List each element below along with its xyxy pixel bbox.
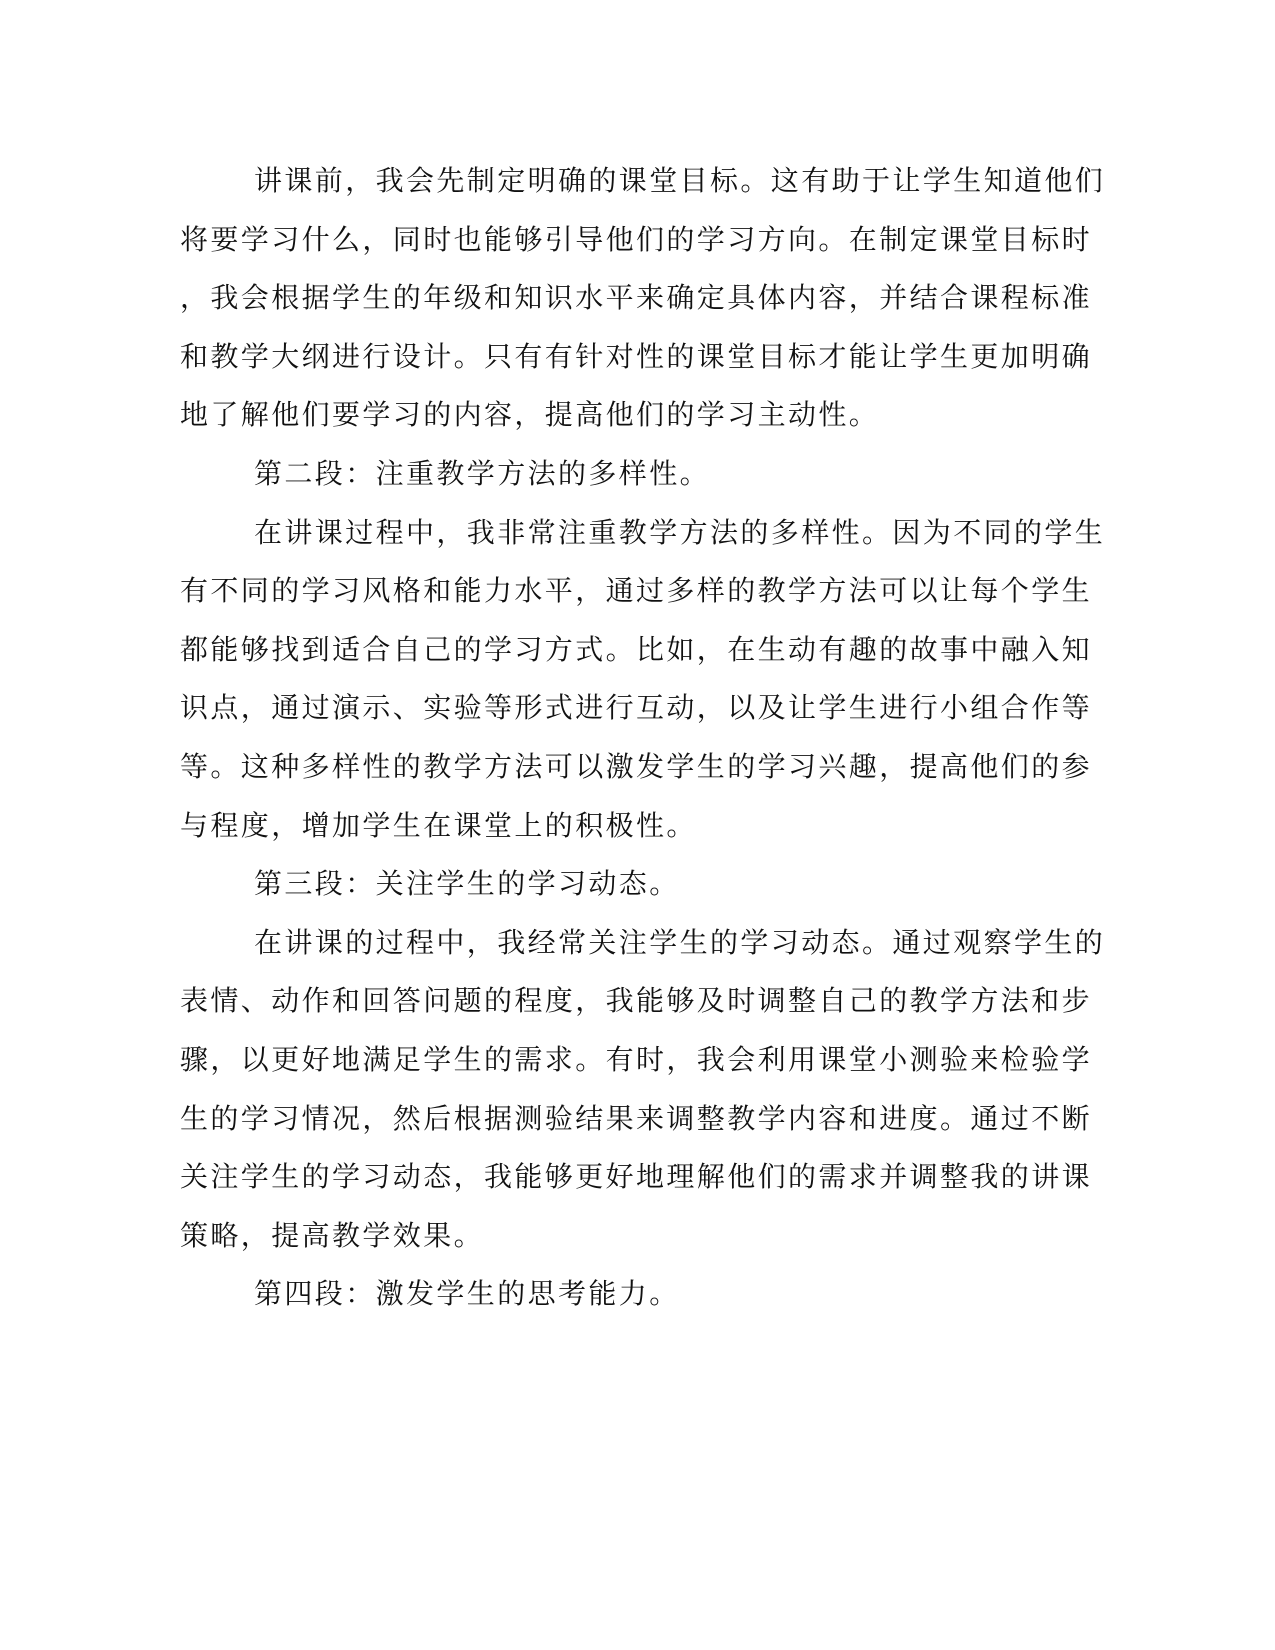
paragraph-line: 与程度，增加学生在课堂上的积极性。 — [180, 808, 697, 842]
paragraph-line: 讲课前，我会先制定明确的课堂目标。这有助于让学生知道他们 — [254, 164, 1106, 197]
paragraph-line: 识点，通过演示、实验等形式进行互动，以及让学生进行小组合作等 — [180, 691, 1093, 725]
paragraph-line: ，我会根据学生的年级和知识水平来确定具体内容，并结合课程标准 — [180, 281, 1093, 315]
paragraph-line: 等。这种多样性的教学方法可以激发学生的学习兴趣，提高他们的参 — [180, 749, 1093, 783]
paragraph-line: 都能够找到适合自己的学习方式。比如，在生动有趣的故事中融入知 — [180, 632, 1093, 666]
section-heading: 第二段：注重教学方法的多样性。 — [254, 456, 711, 490]
paragraph-line: 有不同的学习风格和能力水平，通过多样的教学方法可以让每个学生 — [180, 574, 1093, 608]
paragraph-line: 生的学习情况，然后根据测验结果来调整教学内容和进度。通过不断 — [180, 1101, 1093, 1135]
section-heading: 第四段：激发学生的思考能力。 — [254, 1277, 680, 1311]
paragraph-line: 将要学习什么，同时也能够引导他们的学习方向。在制定课堂目标时 — [180, 222, 1093, 256]
paragraph-line: 在讲课过程中，我非常注重教学方法的多样性。因为不同的学生 — [254, 515, 1106, 549]
paragraph-line: 策略，提高教学效果。 — [180, 1218, 485, 1252]
paragraph-line: 表情、动作和回答问题的程度，我能够及时调整自己的教学方法和步 — [180, 984, 1093, 1018]
paragraph-line: 地了解他们要学习的内容，提高他们的学习主动性。 — [180, 398, 880, 432]
paragraph-line: 在讲课的过程中，我经常关注学生的学习动态。通过观察学生的 — [254, 925, 1106, 959]
paragraph-line: 骤，以更好地满足学生的需求。有时，我会利用课堂小测验来检验学 — [180, 1042, 1093, 1076]
paragraph-line: 和教学大纲进行设计。只有有针对性的课堂目标才能让学生更加明确 — [180, 339, 1093, 373]
section-heading: 第三段：关注学生的学习动态。 — [254, 867, 680, 901]
paragraph-line: 关注学生的学习动态，我能够更好地理解他们的需求并调整我的讲课 — [180, 1160, 1093, 1194]
document-body — [180, 152, 1106, 1324]
